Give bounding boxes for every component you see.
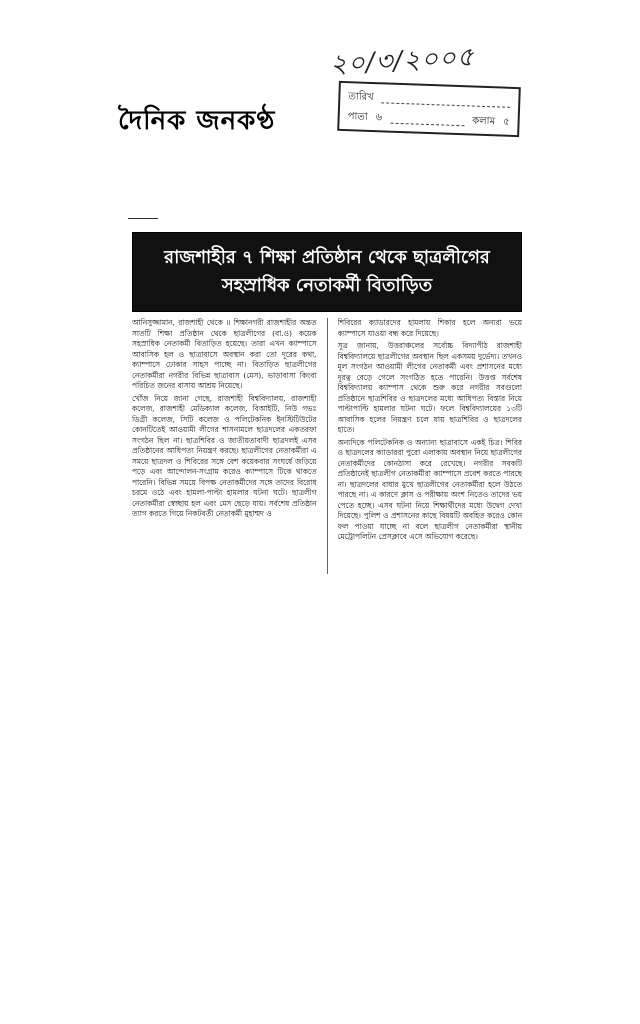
article-column-right [338, 318, 523, 574]
newspaper-masthead: দৈনিক জনকণ্ঠ [118, 106, 276, 136]
column-divider [327, 318, 328, 574]
stamp-page-label: পাতা [347, 110, 368, 123]
handwritten-date: ২০/৩/২০০৫ [329, 42, 476, 80]
headline-line-2: সহস্রাধিক নেতাকর্মী বিতাড়িত [221, 275, 433, 296]
newspaper-clipping [128, 218, 526, 576]
stamp-page-value: ৬ [375, 111, 383, 123]
archive-stamp [337, 81, 521, 137]
article-body [132, 318, 522, 574]
column-left-paragraph-1: আনিসুজ্জামান, রাজশাহী থেকে ॥ শিক্ষানগরী রাজশাহীর অন্তত সাতটি শিক্ষা প্রতিষ্ঠান থেকে ছাত্রলীগের (বা.ও) কয়েক সহস্রাধিক নেতাকর্মী বিতাড়িত হয়েছে। তারা এখন ক্যাম্পাসে আবাসিক হল ও ছাত্রাবাসে অবস্থান করা তো দূরের কথা, ক্যাম্পাসে ঢোকার সাহস পাচ্ছে না। বিতাড়িত ছাত্রলীগের নেতাকর্মীরা নগরীর বিভিন্ন ছাত্রাবাস (মেস), ভাড়াবাসা কিংবা পরিচিত জনের বাসায় আশ্রয় নিয়েছে। [132, 318, 317, 390]
column-right-paragraph-2: সূত্র জানায়, উত্তরাঞ্চলের সর্বোচ্চ বিদ্যাপীঠ রাজশাহী বিশ্ববিদ্যালয়ে ছাত্রলীগের অবস্থান ছিল একসময় দুর্ভেদ্য। তখনও মূল সংগঠন আওয়ামী লীগের নেতাকর্মী এবং প্রশাসনের মধ্যে দূরত্ব বেড়ে গেলে সংগঠিত হতে পারেনি। উত্তপ্ত সর্বশেষ বিশ্ববিদ্যালয় ক্যাম্পাস থেকে শুরু করে নগরীর সবগুলো প্রতিষ্ঠানে ছাত্রশিবির ও ছাত্রদলের মধ্যে আধিপত্য বিস্তার নিয়ে পাল্টাপাল্টি হামলার ঘটনা ঘটে। ফলে বিশ্ববিদ্যালয়ের ১৩টি আবাসিক হলের নিয়ন্ত্রণ চলে যায় ছাত্রশিবির ও ছাত্রদলের হাতে। [337, 341, 522, 434]
headline-banner [132, 232, 522, 312]
headline-line-1: রাজশাহীর ৭ শিক্ষা প্রতিষ্ঠান থেকে ছাত্রলীগের [164, 247, 490, 268]
clipping-top-rule [128, 218, 158, 219]
stamp-date-blank [382, 94, 511, 107]
stamp-date-label: তারিখ [348, 90, 374, 103]
column-right-paragraph-1: শিবিরের ক্যাডারদের হামলায় শিকার হলে অন্যরা ভয়ে ক্যাম্পাসে যাওয়া বন্ধ করে দিয়েছে। [337, 318, 522, 338]
stamp-page-row [347, 107, 510, 133]
stamp-page-blank [390, 114, 464, 126]
stamp-column-value: ৫ [502, 116, 510, 128]
article-column-left [132, 318, 317, 574]
column-right-paragraph-3: অন্যদিকে পলিটেকনিক ও অন্যান্য ছাত্রাবাসে একই চিত্র। শিবির ও ছাত্রদলের ক্যাডাররা পুরো এলাকায় অবস্থান নিয়ে ছাত্রলীগের নেতাকর্মীদের কোনঠাসা করে রেখেছে। নগরীর সবকটি প্রতিষ্ঠানেই ছাত্রলীগ নেতাকর্মীরা ক্যাম্পাসে প্রবেশ করতে পারছে না। ছাত্রদলের বাধার মুখে ছাত্রলীগের নেতাকর্মীরা হলে উঠতে পারছে না। এ কারণে ক্লাস ও পরীক্ষায় অংশ নিতেও তাদের ভয় পেতে হচ্ছে। এসব ঘটনা নিয়ে শিক্ষার্থীদের মধ্যে উদ্বেগ দেখা দিয়েছে। পুলিশ ও প্রশাসনের কাছে বিষয়টি অবহিত করেও কোন ফল পাওয়া যাচ্ছে না বলে ছাত্রলীগ নেতাকর্মীরা স্থানীয় মেট্রোপলিটন প্রেসক্লাবে এসে অভিযোগ করেছে। [337, 437, 522, 541]
stamp-column-label: কলাম [472, 115, 496, 127]
column-left-paragraph-2: খোঁজ নিয়ে জানা গেছে, রাজশাহী বিশ্ববিদ্যালয়, রাজশাহী কলেজ, রাজশাহী মেডিক্যাল কলেজ, বিআইটি, নিউ গভঃ ডিগ্রী কলেজ, সিটি কলেজ ও পলিটেকনিক ইনস্টিটিউটের কোনটিতেই আওয়ামী লীগের শাসনামলে ছাত্রদলের একতরফা সংগঠন ছিল না। ছাত্রশিবির ও জাতীয়তাবাদী ছাত্রদলই এসব প্রতিষ্ঠানের আধিপত্য নিয়ন্ত্রণ করছে। ছাত্রলীগের নেতাকর্মীরা এ সময়ে ছাত্রদল ও শিবিরের সঙ্গে বেশ কয়েকবার সংঘর্ষে জড়িয়ে পড়ে এবং আন্দোলন-সংগ্রাম করেও ক্যাম্পাসে টিকে থাকতে পারেনি। বিভিন্ন সময়ে বিপক্ষ নেতাকর্মীদের সঙ্গে তাদের বিরোধ চরমে ওঠে এবং হামলা-পাল্টা হামলার ঘটনা ঘটে। ছাত্রলীগ নেতাকর্মীরা স্বেচ্ছায় হল এবং মেস ছেড়ে যায়। সর্বশেষ প্রতিষ্ঠান ত্যাগ করতে গিয়ে নিকটবর্তী নেতাকর্মী মুহাম্মদ ও [132, 393, 317, 518]
